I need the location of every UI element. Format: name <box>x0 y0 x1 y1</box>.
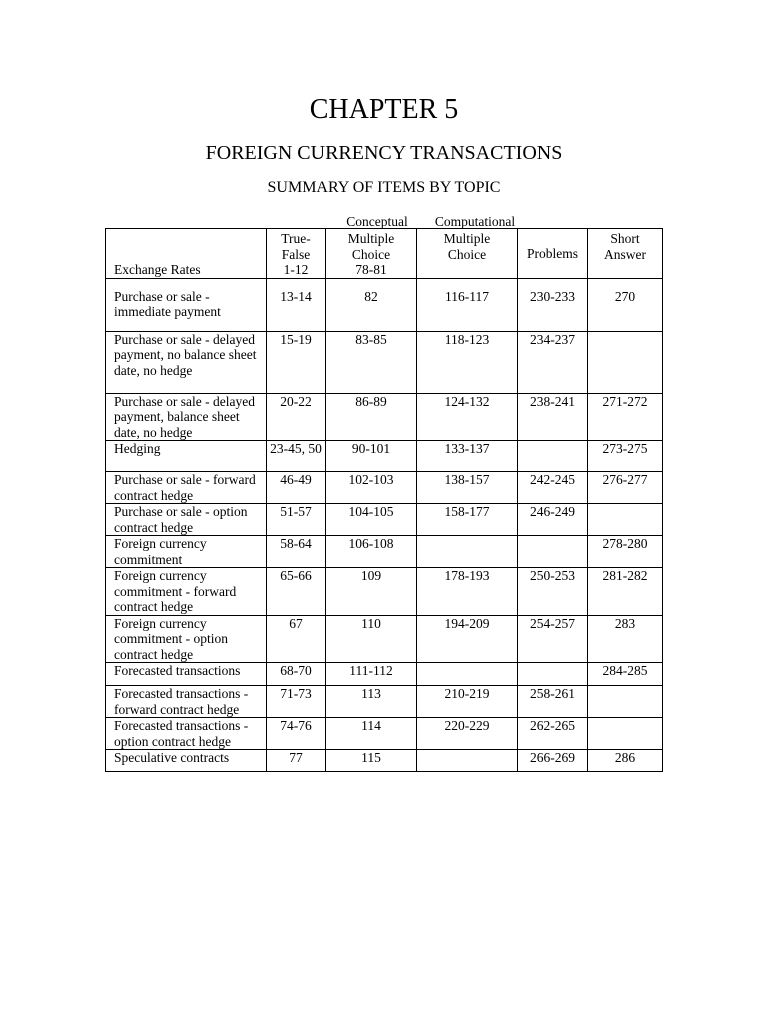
table-row <box>106 472 663 504</box>
row-topic: Purchase or sale - delayed payment, no balance sheet date, no hedge <box>106 331 267 393</box>
header-topic: Exchange Rates <box>106 229 267 279</box>
row-topic: Purchase or sale - immediate payment <box>106 278 267 331</box>
row-topic: Forecasted transactions - forward contract hedge <box>106 686 267 718</box>
header-problems: Problems <box>518 229 588 279</box>
row-problems <box>518 441 588 472</box>
row-computational-mc: 124-132 <box>417 393 518 441</box>
table-row <box>106 536 663 568</box>
table-row <box>106 686 663 718</box>
row-short-answer <box>588 504 663 536</box>
row-computational-mc: 178-193 <box>417 568 518 616</box>
row-topic: Hedging <box>106 441 267 472</box>
row-conceptual-mc: 109 <box>326 568 417 616</box>
row-true-false: 46-49 <box>267 472 326 504</box>
row-short-answer: 281-282 <box>588 568 663 616</box>
row-short-answer: 276-277 <box>588 472 663 504</box>
row-topic: Forecasted transactions - option contract hedge <box>106 718 267 750</box>
table-row <box>106 441 663 472</box>
header-conceptual-mc: Multiple Choice 78-81 <box>326 229 417 279</box>
table-row <box>106 718 663 750</box>
table-row <box>106 393 663 441</box>
row-conceptual-mc: 82 <box>326 278 417 331</box>
row-topic: Forecasted transactions <box>106 663 267 686</box>
row-problems: 242-245 <box>518 472 588 504</box>
row-short-answer: 286 <box>588 750 663 772</box>
row-short-answer <box>588 331 663 393</box>
row-computational-mc: 133-137 <box>417 441 518 472</box>
row-topic: Purchase or sale - forward contract hedge <box>106 472 267 504</box>
row-topic: Foreign currency commitment - forward contract hedge <box>106 568 267 616</box>
row-conceptual-mc: 114 <box>326 718 417 750</box>
row-computational-mc <box>417 663 518 686</box>
row-conceptual-mc: 86-89 <box>326 393 417 441</box>
row-short-answer <box>588 718 663 750</box>
row-conceptual-mc: 111-112 <box>326 663 417 686</box>
row-computational-mc: 118-123 <box>417 331 518 393</box>
row-short-answer: 271-272 <box>588 393 663 441</box>
summary-table <box>105 228 663 772</box>
conceptual-label: Conceptual <box>346 214 408 229</box>
row-true-false: 15-19 <box>267 331 326 393</box>
header-true-false: True- False 1-12 <box>267 229 326 279</box>
row-problems: 234-237 <box>518 331 588 393</box>
row-problems <box>518 663 588 686</box>
row-problems: 250-253 <box>518 568 588 616</box>
row-conceptual-mc: 90-101 <box>326 441 417 472</box>
row-true-false: 13-14 <box>267 278 326 331</box>
row-conceptual-mc: 115 <box>326 750 417 772</box>
header-computational-mc: Multiple Choice <box>417 229 518 279</box>
row-problems: 266-269 <box>518 750 588 772</box>
row-true-false: 74-76 <box>267 718 326 750</box>
row-topic: Foreign currency commitment - option contract hedge <box>106 615 267 663</box>
table-row <box>106 278 663 331</box>
row-conceptual-mc: 113 <box>326 686 417 718</box>
row-short-answer <box>588 686 663 718</box>
row-topic: Speculative contracts <box>106 750 267 772</box>
computational-label: Computational <box>434 214 516 229</box>
table-row <box>106 615 663 663</box>
row-computational-mc: 116-117 <box>417 278 518 331</box>
header-short-answer: Short Answer <box>588 229 663 279</box>
row-problems <box>518 536 588 568</box>
row-conceptual-mc: 106-108 <box>326 536 417 568</box>
table-row <box>106 750 663 772</box>
row-true-false: 58-64 <box>267 536 326 568</box>
chapter-subtitle: FOREIGN CURRENCY TRANSACTIONS <box>205 142 563 164</box>
row-problems: 258-261 <box>518 686 588 718</box>
row-conceptual-mc: 110 <box>326 615 417 663</box>
row-problems: 262-265 <box>518 718 588 750</box>
summary-heading: SUMMARY OF ITEMS BY TOPIC <box>267 179 501 196</box>
row-topic: Purchase or sale - delayed payment, balance sheet date, no hedge <box>106 393 267 441</box>
row-computational-mc: 220-229 <box>417 718 518 750</box>
row-true-false: 68-70 <box>267 663 326 686</box>
row-true-false: 65-66 <box>267 568 326 616</box>
row-short-answer: 278-280 <box>588 536 663 568</box>
row-computational-mc <box>417 536 518 568</box>
row-true-false: 71-73 <box>267 686 326 718</box>
chapter-title: CHAPTER 5 <box>309 94 459 125</box>
row-short-answer: 283 <box>588 615 663 663</box>
row-true-false: 23-45, 50 <box>267 441 326 472</box>
row-short-answer: 270 <box>588 278 663 331</box>
table-row <box>106 663 663 686</box>
row-conceptual-mc: 83-85 <box>326 331 417 393</box>
row-true-false: 77 <box>267 750 326 772</box>
table-row <box>106 504 663 536</box>
row-computational-mc: 158-177 <box>417 504 518 536</box>
row-topic: Foreign currency commitment <box>106 536 267 568</box>
row-computational-mc: 194-209 <box>417 615 518 663</box>
table-header-row <box>106 229 663 279</box>
row-short-answer: 284-285 <box>588 663 663 686</box>
row-problems: 238-241 <box>518 393 588 441</box>
row-problems: 230-233 <box>518 278 588 331</box>
row-true-false: 20-22 <box>267 393 326 441</box>
row-computational-mc: 210-219 <box>417 686 518 718</box>
table-row <box>106 331 663 393</box>
row-computational-mc <box>417 750 518 772</box>
table-row <box>106 568 663 616</box>
row-short-answer: 273-275 <box>588 441 663 472</box>
row-true-false: 67 <box>267 615 326 663</box>
row-topic: Purchase or sale - option contract hedge <box>106 504 267 536</box>
row-problems: 254-257 <box>518 615 588 663</box>
row-problems: 246-249 <box>518 504 588 536</box>
row-computational-mc: 138-157 <box>417 472 518 504</box>
row-true-false: 51-57 <box>267 504 326 536</box>
row-conceptual-mc: 102-103 <box>326 472 417 504</box>
row-conceptual-mc: 104-105 <box>326 504 417 536</box>
